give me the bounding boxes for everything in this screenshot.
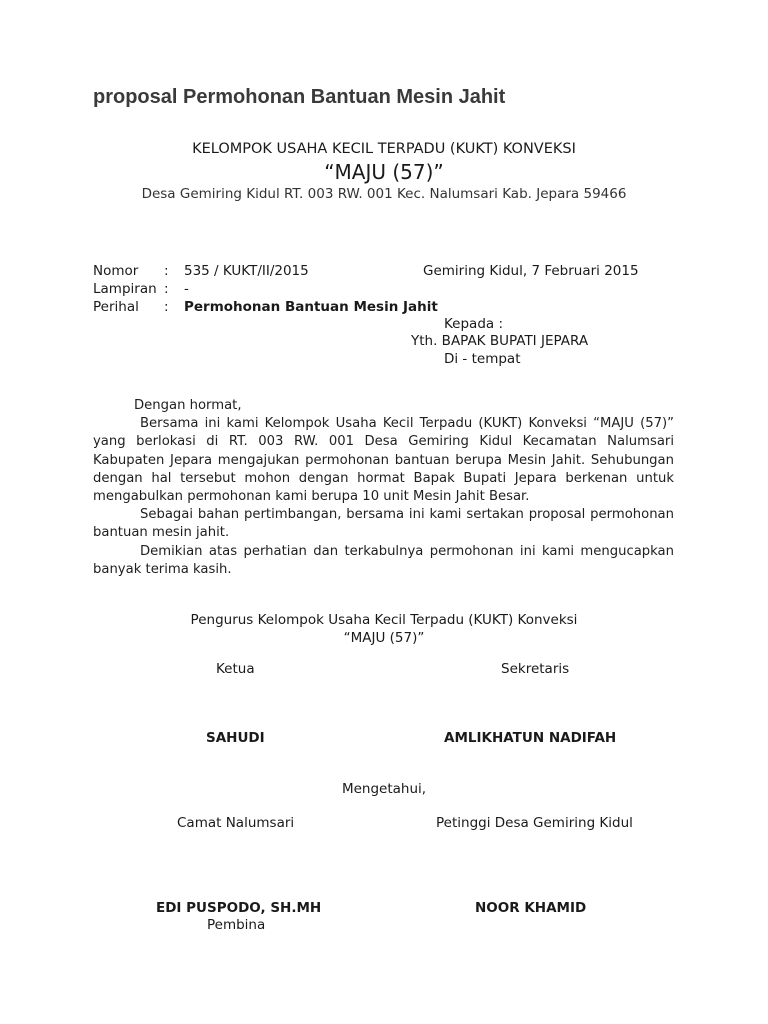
- document-title: proposal Permohonan Bantuan Mesin Jahit: [93, 86, 506, 108]
- recipient-name: Yth. BAPAK BUPATI JEPARA: [411, 333, 589, 349]
- perihal-value: Permohonan Bantuan Mesin Jahit: [184, 299, 438, 315]
- body-paragraph-3: Demikian atas perhatian dan terkabulnya permohonan ini kami mengucapkan banyak terima kasih.: [93, 543, 674, 577]
- camat-role: Pembina: [207, 917, 266, 933]
- nomor-separator: :: [164, 263, 169, 279]
- sekretaris-name: AMLIKHATUN NADIFAH: [444, 730, 617, 746]
- perihal-label: Perihal: [93, 299, 139, 315]
- camat-name: EDI PUSPODO, SH.MH: [156, 900, 322, 916]
- sekretaris-label: Sekretaris: [501, 661, 570, 677]
- lampiran-separator: :: [164, 281, 169, 297]
- org-address: Desa Gemiring Kidul RT. 003 RW. 001 Kec. Nalumsari Kab. Jepara 59466: [141, 186, 627, 202]
- nomor-label: Nomor: [93, 263, 139, 279]
- pengurus-title: Pengurus Kelompok Usaha Kecil Terpadu (KUKT) Konveksi: [190, 612, 578, 628]
- recipient-kepada: Kepada :: [444, 316, 504, 332]
- ketua-label: Ketua: [216, 661, 255, 677]
- salutation: Dengan hormat,: [134, 398, 242, 413]
- camat-label: Camat Nalumsari: [177, 815, 295, 831]
- petinggi-name: NOOR KHAMID: [475, 900, 587, 916]
- body-paragraph-2: Sebagai bahan pertimbangan, bersama ini kami sertakan proposal permohonan bantuan mesin jahit.: [93, 507, 674, 541]
- recipient-place: Di - tempat: [444, 351, 521, 367]
- perihal-separator: :: [164, 299, 169, 315]
- ketua-name: SAHUDI: [206, 730, 265, 746]
- petinggi-label: Petinggi Desa Gemiring Kidul: [436, 815, 633, 831]
- nomor-value: 535 / KUKT/II/2015: [184, 263, 309, 279]
- mengetahui-label: Mengetahui,: [341, 781, 427, 797]
- lampiran-label: Lampiran: [93, 281, 157, 297]
- lampiran-value: -: [184, 281, 189, 297]
- pengurus-subtitle: “MAJU (57)”: [343, 630, 425, 646]
- body-paragraph-1: Bersama ini kami Kelompok Usaha Kecil Terpadu (KUKT) Konveksi “MAJU (57)” yang berlokasi di RT. 003 RW. 001 Desa Gemiring Kidul Kecamatan Nalumsari Kabupaten Jepara mengajukan permohonan bantuan berupa Mesin Jahit. Sehubungan dengan hal tersebut mohon dengan hormat Bapak Bupati Jepara berkenan untuk mengabulkan permohonan kami berupa 10 unit Mesin Jahit Besar.: [93, 416, 674, 505]
- letter-date: Gemiring Kidul, 7 Februari 2015: [423, 263, 639, 279]
- org-subname: “MAJU (57)”: [324, 160, 444, 184]
- letter-body: [93, 397, 674, 579]
- org-name: KELOMPOK USAHA KECIL TERPADU (KUKT) KONVEKSI: [192, 141, 576, 157]
